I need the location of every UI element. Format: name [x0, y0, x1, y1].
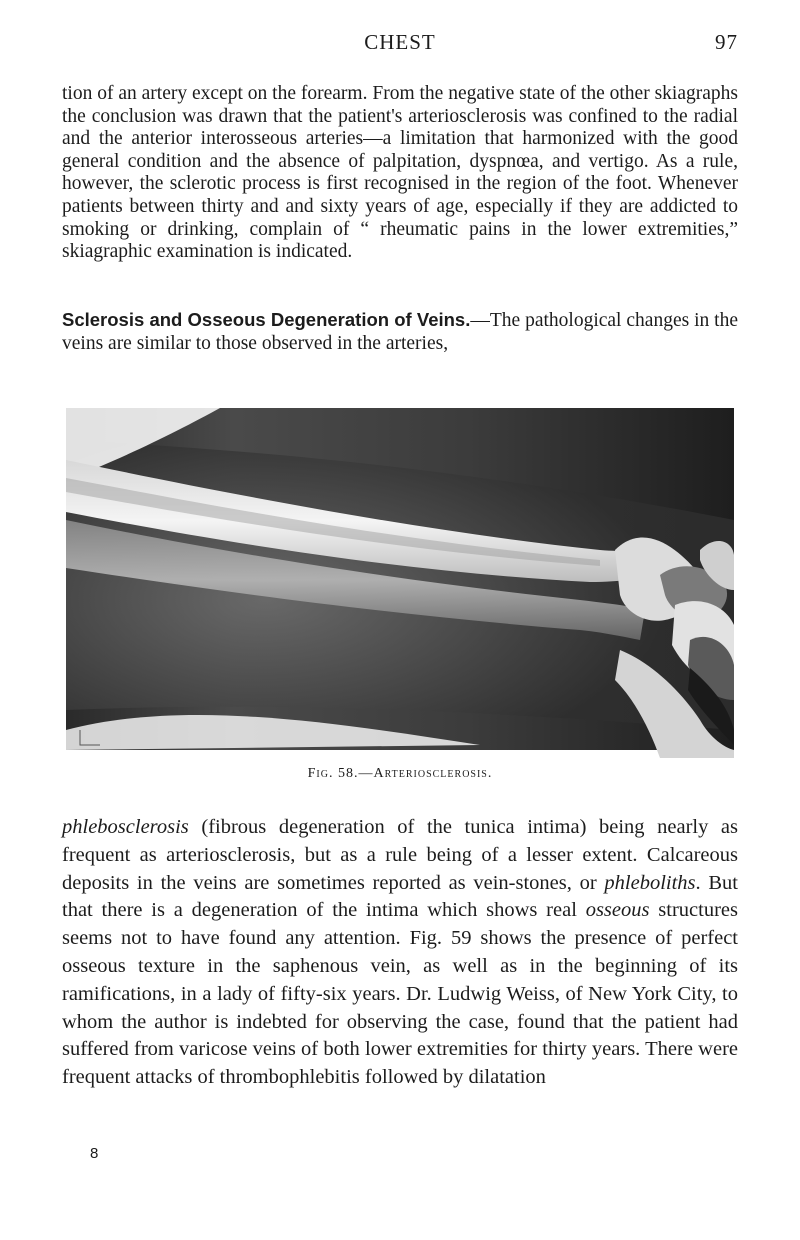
- paragraph-phlebosclerosis: [62, 814, 738, 1092]
- x-ray-image: [60, 400, 740, 758]
- paragraph-veins-intro: [62, 309, 738, 355]
- paragraph-text: (fibrous degeneration of the tunica intima) being nearly as frequent as arteriosclerosis, but as a rule being of a lesser extent. Calcareous deposits in the veins are sometimes reported as vein-stones, or: [62, 816, 738, 894]
- page-header: [62, 30, 738, 60]
- paragraph-text: . But that there is a degeneration of the intima which shows real: [62, 871, 738, 922]
- signature-mark: 8: [90, 1145, 99, 1162]
- section-heading: Sclerosis and Osseous Degeneration of Veins.: [62, 309, 471, 330]
- paragraph-arteriosclerosis: tion of an artery except on the forearm. From the negative state of the other skiagraphs the conclusion was drawn that the patient's arteriosclerosis was confined to the radial and the anterior interosseous arteries—a limitation that harmonized with the good general condition and the absence of palpitation, dyspnœa, and vertigo. As a rule, however, the sclerotic process is first recognised in the region of the foot. Whenever patients between thirty and and sixty years of age, especially if they are addicted to smoking or drinking, complain of “ rheumatic pains in the lower extremities,” skiagraphic examination is indicated.: [62, 83, 738, 263]
- figure-number: Fig. 58.: [307, 766, 359, 781]
- paragraph-text: structures seems not to have found any attention. Fig. 59 shows the presence of perfect osseous texture in the saphenous vein, as well as in the beginning of its ramifications, in a lady of fifty-six years. Dr. Ludwig Weiss, of New York City, to whom the author is indebted for observing the case, found that the patient had suffered from varicose veins of both lower extremities for thirty years. There were frequent attacks of thrombophlebitis followed by dilatation: [62, 899, 738, 1089]
- paragraph-text: —The pathological changes in the veins are similar to those observed in the arteries,: [62, 310, 739, 354]
- term-phleboliths: phleboliths: [604, 871, 696, 894]
- term-osseous: osseous: [585, 899, 650, 922]
- figure-title: —Arteriosclerosis.: [358, 766, 493, 781]
- x-ray-figure: [60, 400, 740, 758]
- page-number: 97: [715, 30, 738, 54]
- term-phlebosclerosis: phlebosclerosis: [62, 816, 189, 838]
- running-title: CHEST: [364, 30, 436, 54]
- figure-caption: [0, 766, 800, 782]
